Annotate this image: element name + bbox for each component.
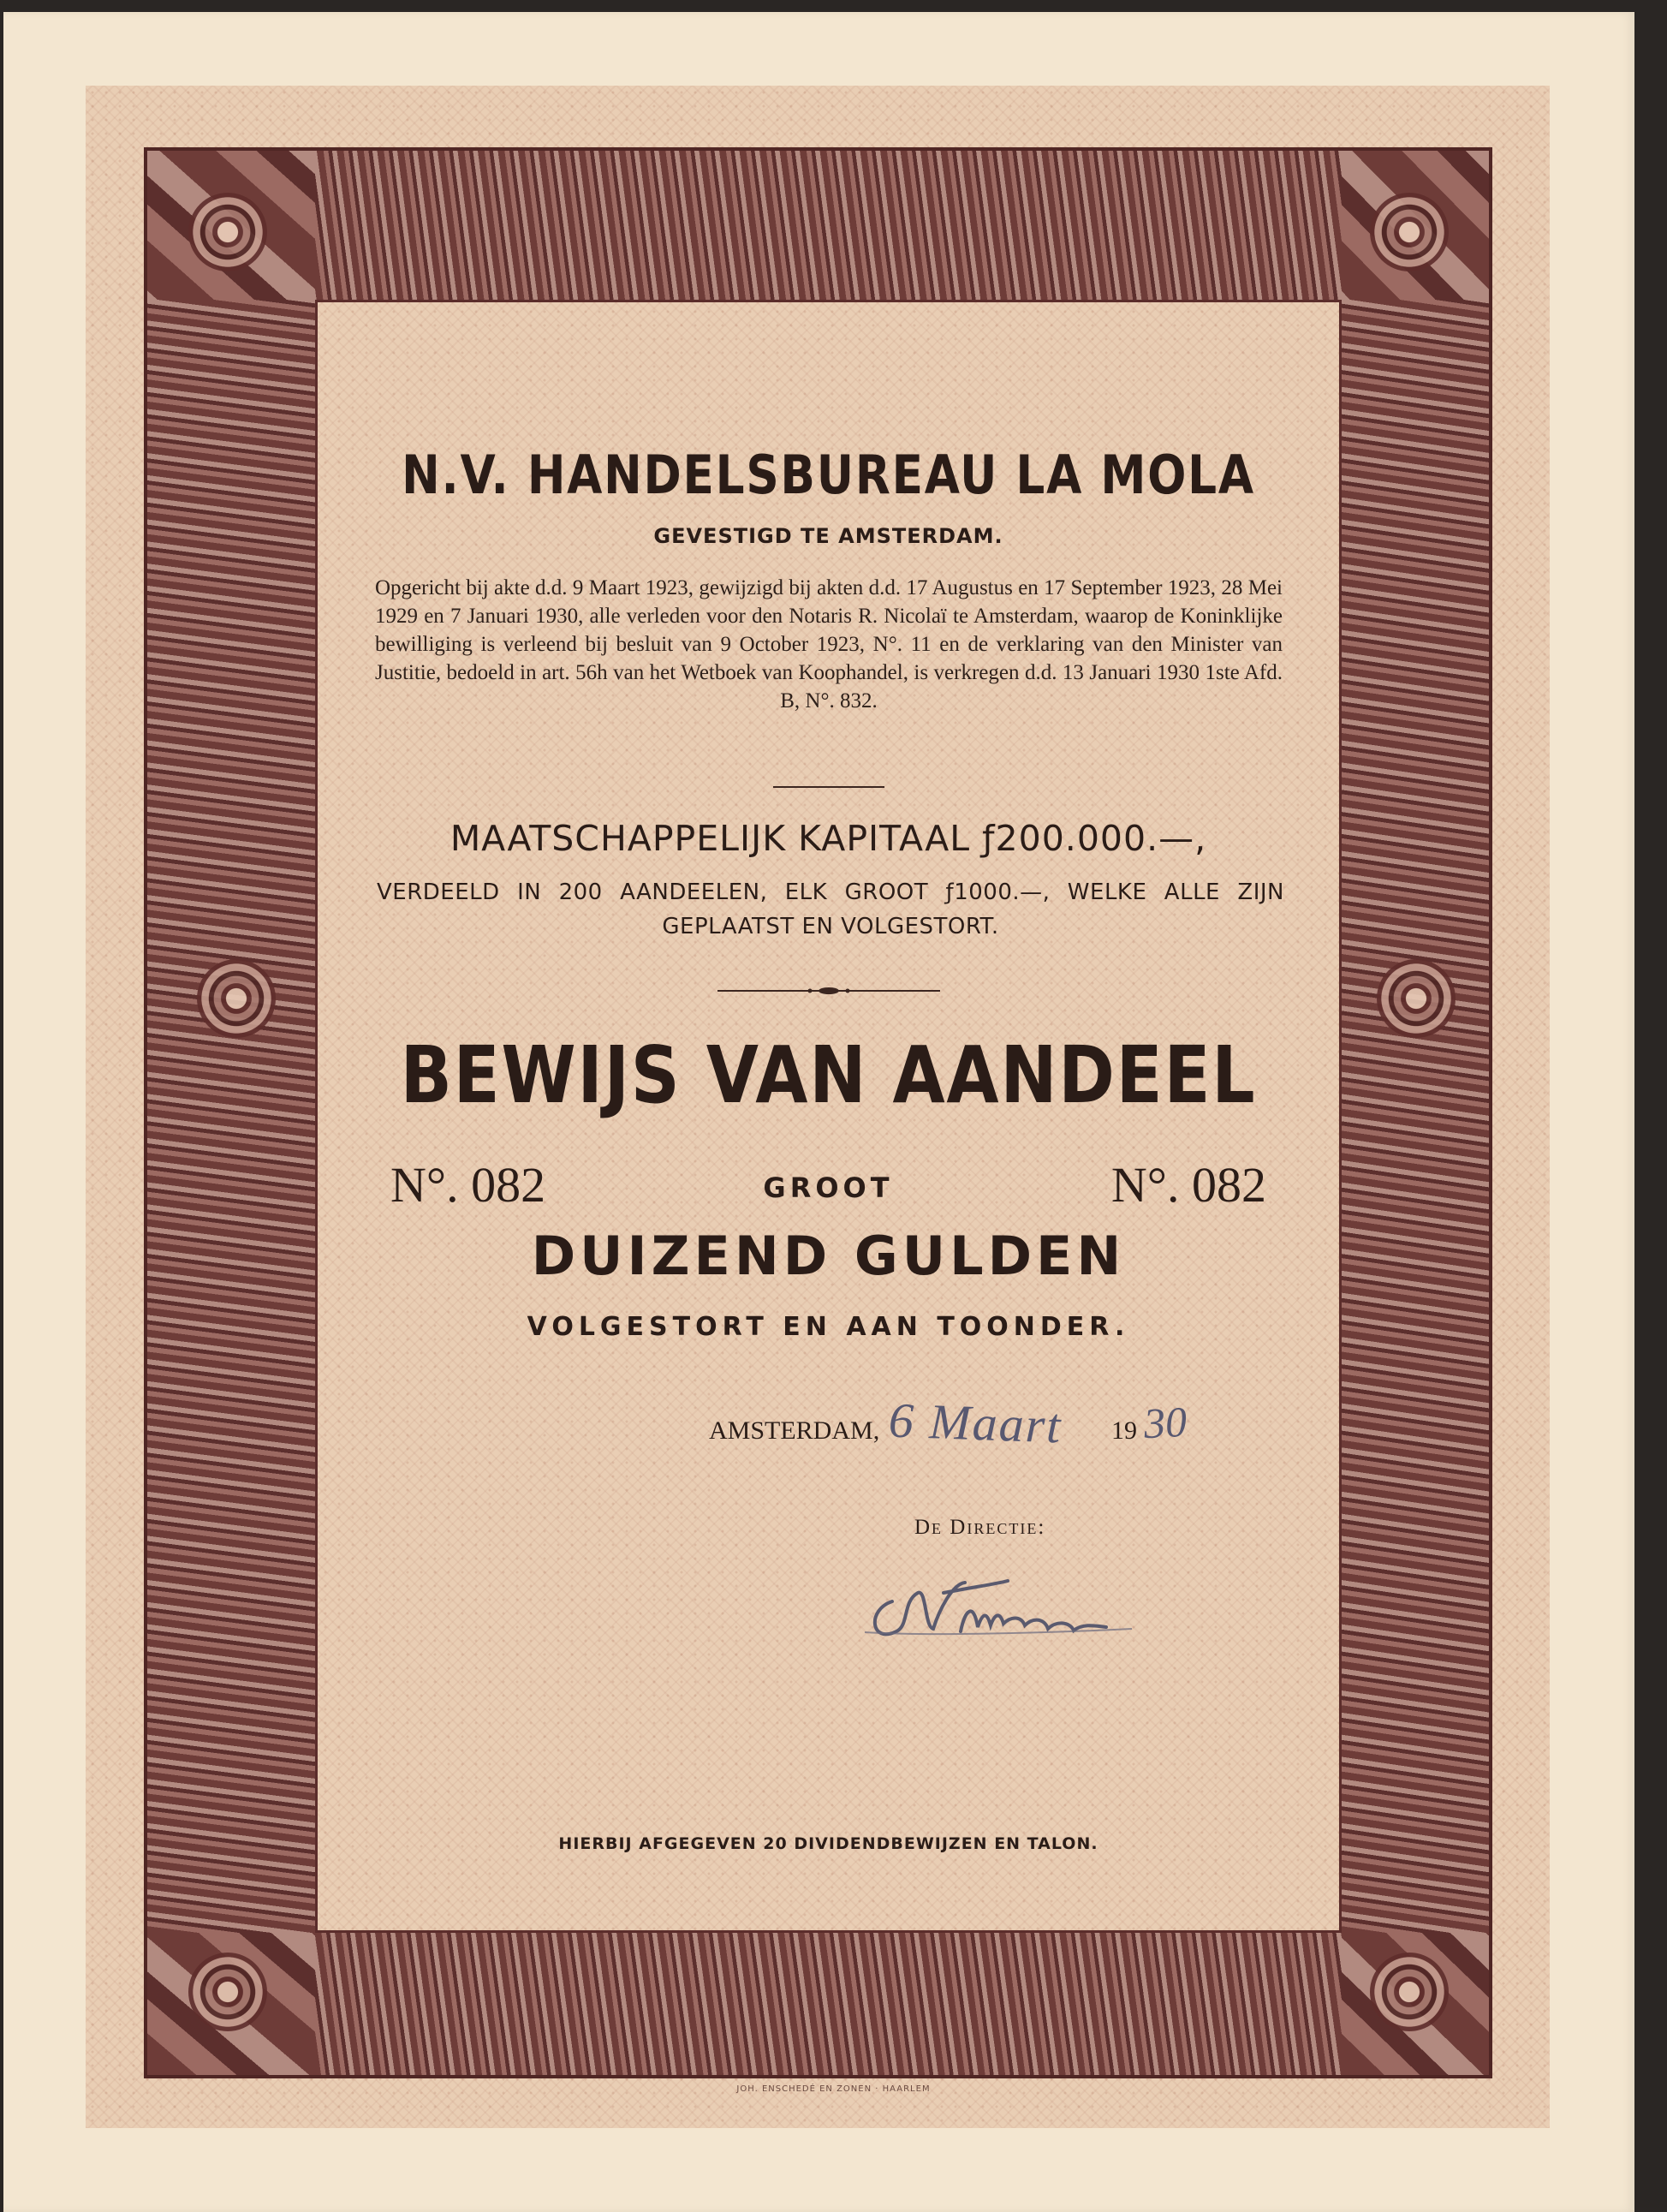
company-seat: GEVESTIGD TE AMSTERDAM. <box>653 524 1003 548</box>
founding-text: Opgericht bij akte d.d. 9 Maart 1923, gewijzigd bij akten d.d. 17 Augustus en 17 September 1923, 28 Mei 1929 en 7 Januari 1930, alle verleden voor den Notaris R. Nicolaï te Amsterdam, waarop de Koninklijke bewilliging is verleend bij besluit van 9 October 1923, N°. 11 en de verklaring van den Minister van Justitie, bedoeld in art. 56h van het Wetboek van Koophandel, is verkregen d.d. 13 Januari 1930 1ste Afd. B, N°. 832. <box>375 576 1283 712</box>
place-and-date <box>709 1392 1308 1464</box>
handwritten-date: 6 Maart <box>887 1392 1063 1454</box>
coupon-note: HIERBIJ AFGEGEVEN 20 DIVIDENDBEWIJZEN EN TALON. <box>558 1834 1098 1853</box>
certificate-number-right: N°. 082 <box>1110 1157 1266 1213</box>
directie-label: De Directie: <box>914 1516 1046 1539</box>
groot-label: GROOT <box>763 1172 894 1204</box>
document-title: BEWIJS VAN AANDEEL <box>400 1029 1257 1121</box>
printer-imprint: JOH. ENSCHEDÉ EN ZONEN · HAARLEM <box>736 2084 931 2094</box>
corner-rosette-top-right <box>1370 193 1449 271</box>
year-prefix: 19 <box>1111 1416 1137 1445</box>
ornament-divider <box>717 987 940 995</box>
certificate-number-left: N°. 082 <box>390 1157 546 1213</box>
shares-line: VERDEELD IN 200 AANDEELEN, ELK GROOT ƒ1000.—, WELKE ALLE ZIJN GEPLAATST EN VOLGESTORT. <box>377 879 1284 939</box>
company-name: N.V. HANDELSBUREAU LA MOLA <box>402 444 1255 506</box>
divider-rule <box>773 786 884 788</box>
corner-rosette-bottom-left <box>188 1953 267 2031</box>
certificate-content <box>315 300 1342 1933</box>
handwritten-year: 30 <box>1142 1397 1188 1448</box>
rosette-left-middle <box>197 959 276 1038</box>
director-signature <box>858 1550 1149 1653</box>
place-label: AMSTERDAM, <box>709 1416 880 1445</box>
rosette-right-middle <box>1377 959 1456 1038</box>
amount-terms: VOLGESTORT EN AAN TOONDER. <box>527 1312 1130 1342</box>
corner-rosette-top-left <box>188 193 267 271</box>
capital-line: MAATSCHAPPELIJK KAPITAAL ƒ200.000.—, <box>449 818 1207 859</box>
corner-rosette-bottom-right <box>1370 1953 1449 2031</box>
amount-in-words: DUIZEND GULDEN <box>531 1225 1126 1287</box>
